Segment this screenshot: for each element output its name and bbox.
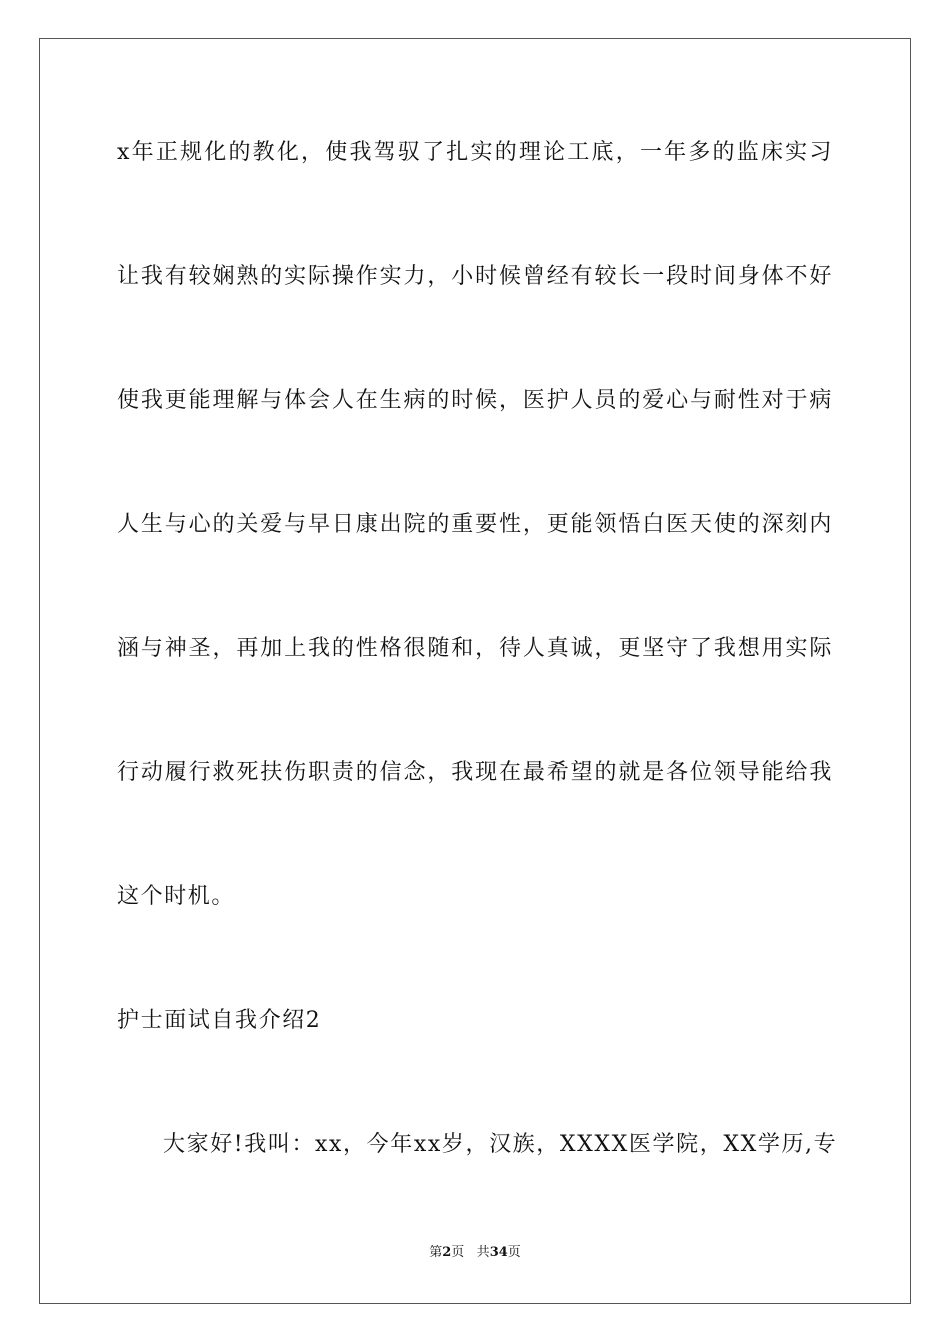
- footer-page-unit: 页: [451, 1245, 465, 1260]
- footer-total-unit: 页: [507, 1245, 521, 1260]
- footer-total-prefix: 共: [476, 1245, 490, 1260]
- text-line-2: 让我有较娴熟的实际操作实力，小时候曾经有较长一段时间身体不好: [117, 264, 833, 289]
- text-line-5: 涵与神圣，再加上我的性格很随和，待人真诚，更坚守了我想用实际: [117, 636, 833, 661]
- footer-prefix: 第: [429, 1245, 443, 1260]
- text-line-1: x年正规化的教化，使我驾驭了扎实的理论工底，一年多的监床实习: [117, 140, 833, 165]
- paragraph-first-line: 大家好!我叫：xx，今年xx岁，汉族，XXXX医学院，XX学历,专: [163, 1132, 838, 1157]
- footer-page-number: 2: [442, 1245, 452, 1260]
- text-line-7: 这个时机。: [117, 884, 236, 909]
- text-line-4: 人生与心的关爱与早日康出院的重要性，更能领悟白医天使的深刻内: [117, 512, 833, 537]
- section-heading: 护士面试自我介绍2: [117, 1008, 322, 1033]
- page-footer: [0, 1244, 950, 1262]
- text-line-6: 行动履行救死扶伤职责的信念，我现在最希望的就是各位领导能给我: [117, 760, 833, 785]
- page-border: [39, 38, 911, 1304]
- footer-total-pages: 34: [489, 1245, 508, 1260]
- text-line-3: 使我更能理解与体会人在生病的时候，医护人员的爱心与耐性对于病: [117, 388, 833, 413]
